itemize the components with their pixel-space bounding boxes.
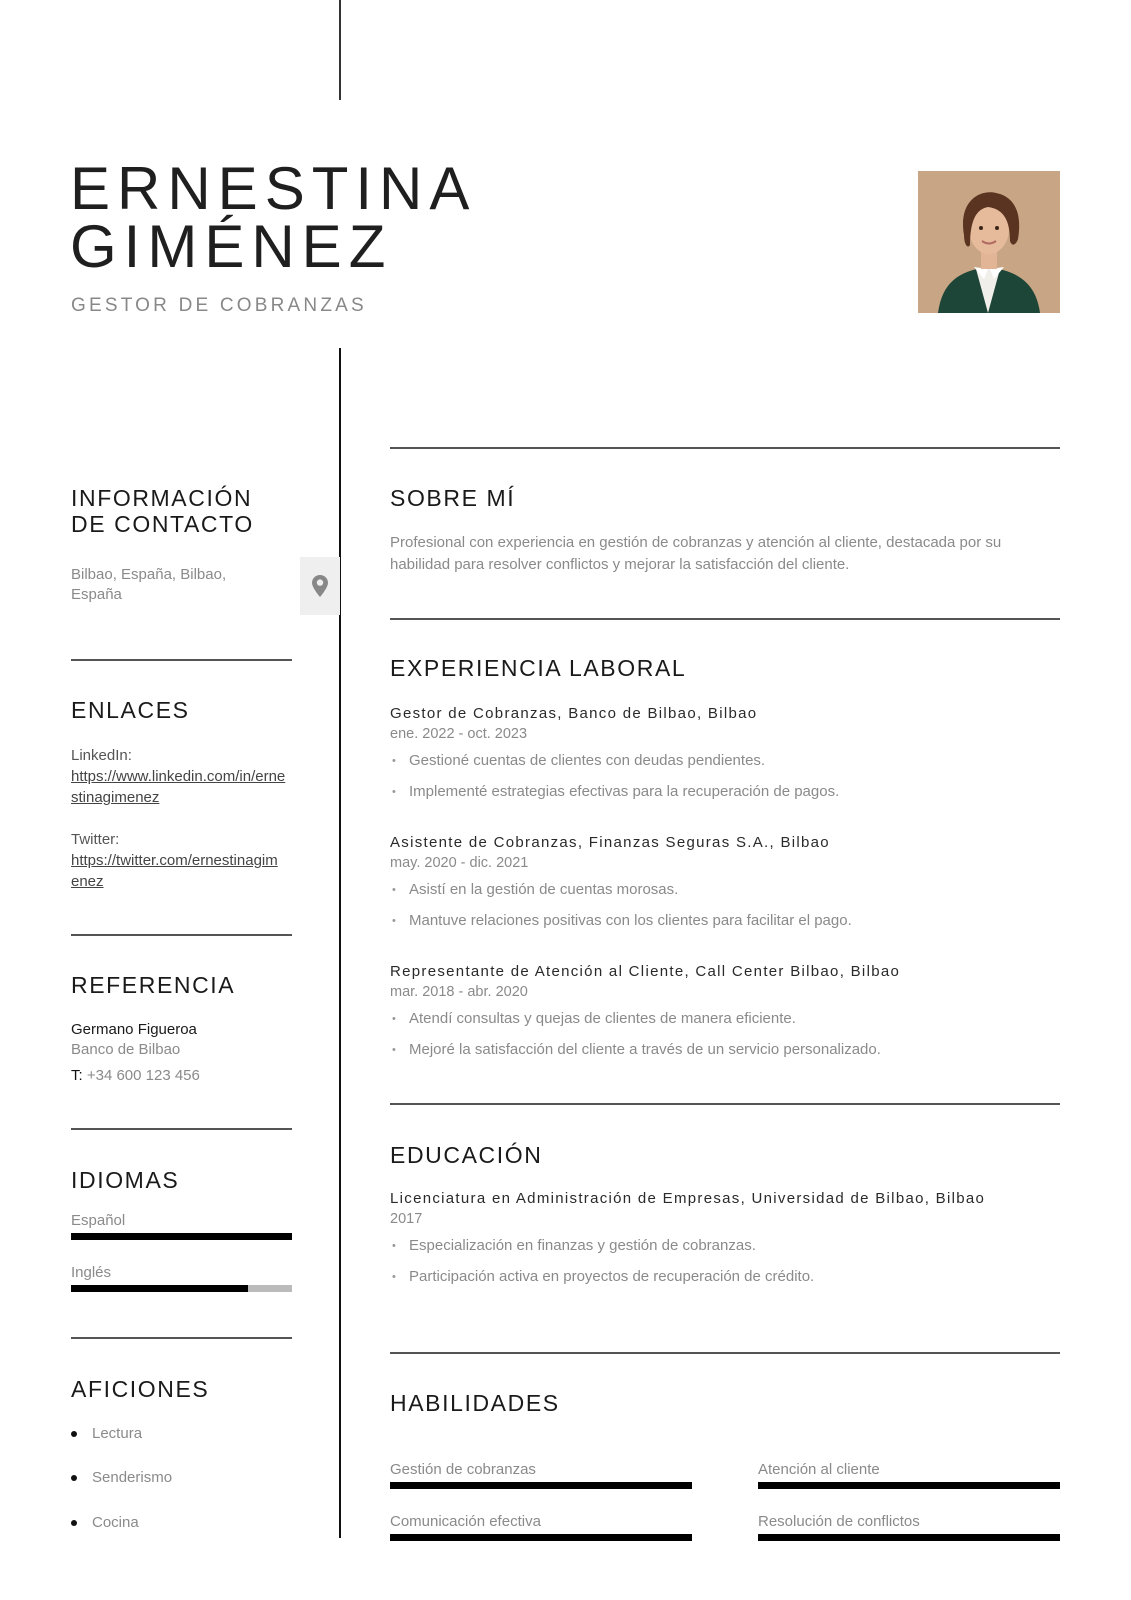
job-bullet	[390, 782, 1060, 802]
bullet-icon: •	[392, 884, 396, 896]
job-bullet	[390, 880, 1060, 900]
address-line2: España	[71, 586, 122, 603]
section-divider	[390, 1352, 1060, 1354]
bullet-icon: •	[392, 1271, 396, 1283]
job-bullet	[390, 1040, 1060, 1060]
reference-company: Banco de Bilbao	[71, 1041, 181, 1058]
job-entry	[390, 962, 1060, 1071]
bullet-icon: •	[392, 915, 396, 927]
job-title: GESTOR DE COBRANZAS	[71, 295, 367, 316]
job-dates: ene. 2022 - oct. 2023	[390, 726, 528, 742]
twitter-link[interactable]: https://twitter.com/ernestinagimenez	[71, 852, 278, 890]
language-level-fill	[71, 1285, 248, 1292]
bullet-icon: •	[392, 755, 396, 767]
experience-heading: EXPERIENCIA LABORAL	[390, 655, 687, 681]
bullet-text: Implementé estrategias efectivas para la recuperación de pagos.	[409, 783, 840, 800]
sidebar-divider	[71, 1128, 292, 1130]
contact-heading	[71, 485, 254, 537]
reference-name: Germano Figueroa	[71, 1021, 197, 1038]
skill-name: Atención al cliente	[758, 1461, 880, 1478]
skill-name: Comunicación efectiva	[390, 1513, 541, 1530]
hobby-label: Cocina	[92, 1514, 139, 1531]
location-pin-icon	[312, 575, 328, 597]
job-title-line: Asistente de Cobranzas, Finanzas Seguras S.A., Bilbao	[390, 834, 830, 851]
twitter-label: Twitter:	[71, 831, 120, 848]
linkedin-link[interactable]: https://www.linkedin.com/in/ernestinagimenez	[71, 768, 286, 806]
portrait-image	[918, 171, 1060, 313]
contact-heading-line2: DE CONTACTO	[71, 511, 254, 537]
about-text: Profesional con experiencia en gestión de cobranzas y atención al cliente, destacada por su habilidad para resolver conflictos y mejorar la satisfacción del cliente.	[390, 534, 1002, 573]
language-item-english	[71, 1264, 292, 1292]
reference-block	[71, 1020, 200, 1086]
job-entry	[390, 704, 1060, 813]
skill-item	[758, 1512, 1060, 1541]
job-bullets	[390, 880, 1060, 931]
bullet-icon: •	[392, 1013, 396, 1025]
reference-heading: REFERENCIA	[71, 972, 236, 998]
skill-level-bar	[758, 1534, 1060, 1541]
bullet-icon: •	[392, 1044, 396, 1056]
first-name: ERNESTINA	[70, 155, 477, 222]
reference-phone	[71, 1066, 200, 1086]
skill-level-fill	[758, 1534, 1060, 1541]
skill-level-bar	[758, 1482, 1060, 1489]
language-level-bar	[71, 1285, 292, 1292]
bullet-icon	[71, 1520, 77, 1526]
language-name: Inglés	[71, 1264, 112, 1281]
job-bullet	[390, 1009, 1060, 1029]
hobby-item	[71, 1514, 139, 1531]
links-list	[71, 745, 286, 892]
languages-heading: IDIOMAS	[71, 1167, 180, 1193]
hobby-label: Senderismo	[92, 1469, 173, 1486]
language-item-spanish	[71, 1212, 292, 1240]
job-dates: mar. 2018 - abr. 2020	[390, 984, 528, 1000]
bullet-text: Asistí en la gestión de cuentas morosas.	[409, 881, 679, 898]
contact-heading-line1: INFORMACIÓN	[71, 485, 253, 511]
about-heading: SOBRE MÍ	[390, 485, 516, 511]
hobbies-heading: AFICIONES	[71, 1376, 210, 1402]
hobby-item	[71, 1469, 172, 1486]
sidebar-divider	[71, 1337, 292, 1339]
last-name: GIMÉNEZ	[70, 213, 393, 280]
section-divider	[390, 1103, 1060, 1105]
skill-item	[390, 1512, 692, 1541]
education-bullet	[390, 1267, 1020, 1287]
sidebar-divider	[71, 659, 292, 661]
skill-name: Gestión de cobranzas	[390, 1461, 536, 1478]
education-title: Licenciatura en Administración de Empresas, Universidad de Bilbao, Bilbao	[390, 1190, 986, 1207]
skills-heading: HABILIDADES	[390, 1390, 560, 1416]
language-name: Español	[71, 1212, 126, 1229]
job-title-line: Representante de Atención al Cliente, Call Center Bilbao, Bilbao	[390, 963, 901, 980]
hobby-item	[71, 1425, 142, 1442]
education-bullet	[390, 1236, 1020, 1256]
link-item-linkedin	[71, 745, 286, 808]
bullet-icon: •	[392, 786, 396, 798]
contact-address	[71, 565, 226, 605]
links-heading: ENLACES	[71, 697, 190, 723]
location-icon-box	[300, 557, 340, 615]
skill-level-fill	[390, 1482, 692, 1489]
education-dates: 2017	[390, 1211, 423, 1227]
section-divider	[390, 447, 1060, 449]
job-bullet	[390, 751, 1060, 771]
education-entry	[390, 1189, 1020, 1298]
section-divider	[390, 618, 1060, 620]
skill-level-bar	[390, 1534, 692, 1541]
sidebar-divider	[71, 934, 292, 936]
job-title-line: Gestor de Cobranzas, Banco de Bilbao, Bilbao	[390, 705, 758, 722]
job-dates: may. 2020 - dic. 2021	[390, 855, 529, 871]
skill-item	[390, 1460, 692, 1489]
bullet-text: Atendí consultas y quejas de clientes de manera eficiente.	[409, 1010, 796, 1027]
profile-photo	[918, 171, 1060, 313]
bullet-text: Especialización en finanzas y gestión de cobranzas.	[409, 1237, 756, 1254]
skill-level-fill	[758, 1482, 1060, 1489]
hobby-label: Lectura	[92, 1425, 143, 1442]
bullet-icon	[71, 1431, 77, 1437]
bullet-icon: •	[392, 1240, 396, 1252]
job-bullet	[390, 911, 1060, 931]
education-bullets	[390, 1236, 1020, 1287]
skill-level-fill	[390, 1534, 692, 1541]
job-bullets	[390, 751, 1060, 802]
phone-number: +34 600 123 456	[86, 1067, 200, 1084]
address-line1: Bilbao, España, Bilbao,	[71, 566, 227, 583]
link-item-twitter	[71, 829, 286, 892]
bullet-icon	[71, 1475, 77, 1481]
bullet-text: Participación activa en proyectos de recuperación de crédito.	[409, 1268, 815, 1285]
phone-prefix: T:	[71, 1067, 83, 1084]
skill-name: Resolución de conflictos	[758, 1513, 920, 1530]
job-bullets	[390, 1009, 1060, 1060]
top-decorative-line	[339, 0, 341, 100]
language-level-bar	[71, 1233, 292, 1240]
bullet-text: Mejoré la satisfacción del cliente a través de un servicio personalizado.	[409, 1041, 881, 1058]
language-level-fill	[71, 1233, 292, 1240]
bullet-text: Mantuve relaciones positivas con los clientes para facilitar el pago.	[409, 912, 852, 929]
candidate-name	[70, 155, 477, 280]
education-heading: EDUCACIÓN	[390, 1142, 543, 1168]
column-divider	[339, 348, 341, 1538]
linkedin-label: LinkedIn:	[71, 747, 132, 764]
skill-level-bar	[390, 1482, 692, 1489]
bullet-text: Gestioné cuentas de clientes con deudas pendientes.	[409, 752, 766, 769]
job-entry	[390, 833, 1060, 942]
skill-item	[758, 1460, 1060, 1489]
